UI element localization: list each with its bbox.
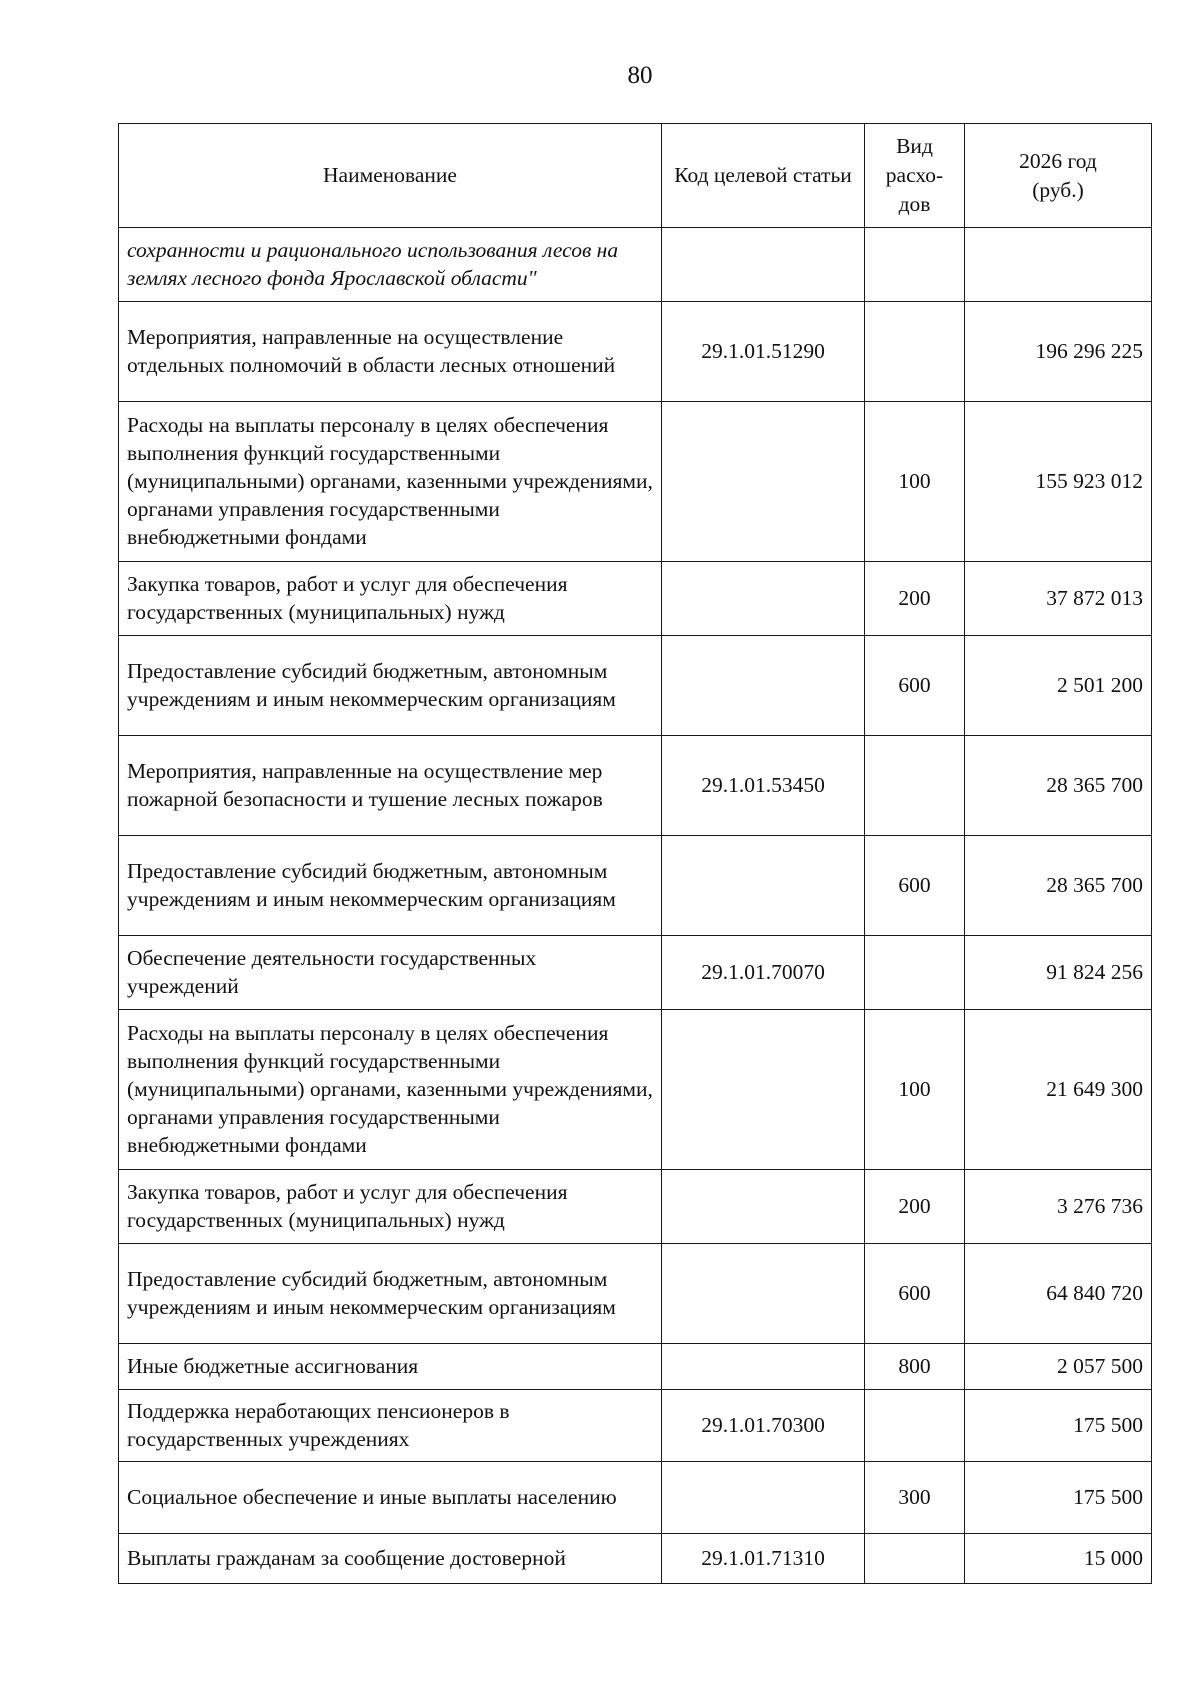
cell-amount: 175 500 — [965, 1390, 1152, 1462]
cell-name: Закупка товаров, работ и услуг для обеспечения государственных (муниципальных) нужд — [119, 562, 662, 636]
cell-name: Закупка товаров, работ и услуг для обеспечения государственных (муниципальных) нужд — [119, 1170, 662, 1244]
cell-name: Обеспечение деятельности государственных учреждений — [119, 936, 662, 1010]
cell-code — [662, 562, 865, 636]
cell-amount: 196 296 225 — [965, 302, 1152, 402]
table-row — [119, 1010, 1152, 1170]
cell-name: Предоставление субсидий бюджетным, автономным учреждениям и иным некоммерческим организациям — [119, 1244, 662, 1344]
cell-amount: 2 501 200 — [965, 636, 1152, 736]
cell-amount: 175 500 — [965, 1462, 1152, 1534]
cell-type: 200 — [865, 562, 965, 636]
table-row — [119, 1344, 1152, 1390]
cell-code — [662, 402, 865, 562]
cell-code — [662, 1244, 865, 1344]
cell-amount: 28 365 700 — [965, 836, 1152, 936]
table-row — [119, 836, 1152, 936]
cell-amount: 91 824 256 — [965, 936, 1152, 1010]
cell-code — [662, 228, 865, 302]
cell-type — [865, 736, 965, 836]
page-number: 80 — [627, 62, 653, 89]
table-row — [119, 402, 1152, 562]
cell-type: 100 — [865, 402, 965, 562]
header-code: Код целевой статьи — [662, 124, 865, 228]
cell-name: Социальное обеспечение и иные выплаты населению — [119, 1462, 662, 1534]
cell-type: 600 — [865, 636, 965, 736]
cell-name: сохранности и рационального использования лесов на землях лесного фонда Ярославской области" — [119, 228, 662, 302]
table-header-row — [119, 124, 1152, 228]
table-row — [119, 936, 1152, 1010]
cell-code: 29.1.01.53450 — [662, 736, 865, 836]
table-body — [119, 228, 1152, 1584]
cell-code — [662, 1462, 865, 1534]
cell-amount — [965, 228, 1152, 302]
cell-type — [865, 936, 965, 1010]
cell-type — [865, 1390, 965, 1462]
cell-code — [662, 1170, 865, 1244]
table-row — [119, 1170, 1152, 1244]
cell-code: 29.1.01.70070 — [662, 936, 865, 1010]
cell-type — [865, 1534, 965, 1584]
cell-name: Предоставление субсидий бюджетным, автономным учреждениям и иным некоммерческим организациям — [119, 636, 662, 736]
cell-code: 29.1.01.71310 — [662, 1534, 865, 1584]
cell-amount: 2 057 500 — [965, 1344, 1152, 1390]
cell-type: 600 — [865, 836, 965, 936]
cell-name: Мероприятия, направленные на осуществление мер пожарной безопасности и тушение лесных пожаров — [119, 736, 662, 836]
header-amount: 2026 год (руб.) — [965, 124, 1152, 228]
cell-type: 800 — [865, 1344, 965, 1390]
cell-name: Расходы на выплаты персоналу в целях обеспечения выполнения функций государственными (муниципальными) органами, казенными учреждениями, органами управления государственными внебюджетными фондами — [119, 402, 662, 562]
header-type: Вид расхо- дов — [865, 124, 965, 228]
cell-amount: 37 872 013 — [965, 562, 1152, 636]
cell-amount: 155 923 012 — [965, 402, 1152, 562]
cell-name: Поддержка неработающих пенсионеров в государственных учреждениях — [119, 1390, 662, 1462]
cell-code: 29.1.01.51290 — [662, 302, 865, 402]
table-row — [119, 302, 1152, 402]
cell-type — [865, 228, 965, 302]
table-row — [119, 1244, 1152, 1344]
table-row — [119, 1390, 1152, 1462]
table-row — [119, 228, 1152, 302]
cell-type: 200 — [865, 1170, 965, 1244]
header-name: Наименование — [119, 124, 662, 228]
cell-type — [865, 302, 965, 402]
cell-amount: 3 276 736 — [965, 1170, 1152, 1244]
budget-table — [118, 123, 1152, 1584]
cell-type: 100 — [865, 1010, 965, 1170]
table-row — [119, 1534, 1152, 1584]
cell-code — [662, 1010, 865, 1170]
cell-code — [662, 636, 865, 736]
cell-name: Предоставление субсидий бюджетным, автономным учреждениям и иным некоммерческим организациям — [119, 836, 662, 936]
table-row — [119, 736, 1152, 836]
cell-type: 600 — [865, 1244, 965, 1344]
cell-code: 29.1.01.70300 — [662, 1390, 865, 1462]
cell-name: Иные бюджетные ассигнования — [119, 1344, 662, 1390]
table-row — [119, 562, 1152, 636]
cell-code — [662, 836, 865, 936]
cell-name: Выплаты гражданам за сообщение достоверной — [119, 1534, 662, 1584]
cell-code — [662, 1344, 865, 1390]
cell-amount: 21 649 300 — [965, 1010, 1152, 1170]
cell-name: Расходы на выплаты персоналу в целях обеспечения выполнения функций государственными (муниципальными) органами, казенными учреждениями, органами управления государственными внебюджетными фондами — [119, 1010, 662, 1170]
cell-amount: 64 840 720 — [965, 1244, 1152, 1344]
cell-name: Мероприятия, направленные на осуществление отдельных полномочий в области лесных отношений — [119, 302, 662, 402]
table-row — [119, 1462, 1152, 1534]
table-row — [119, 636, 1152, 736]
cell-type: 300 — [865, 1462, 965, 1534]
cell-amount: 28 365 700 — [965, 736, 1152, 836]
cell-amount: 15 000 — [965, 1534, 1152, 1584]
